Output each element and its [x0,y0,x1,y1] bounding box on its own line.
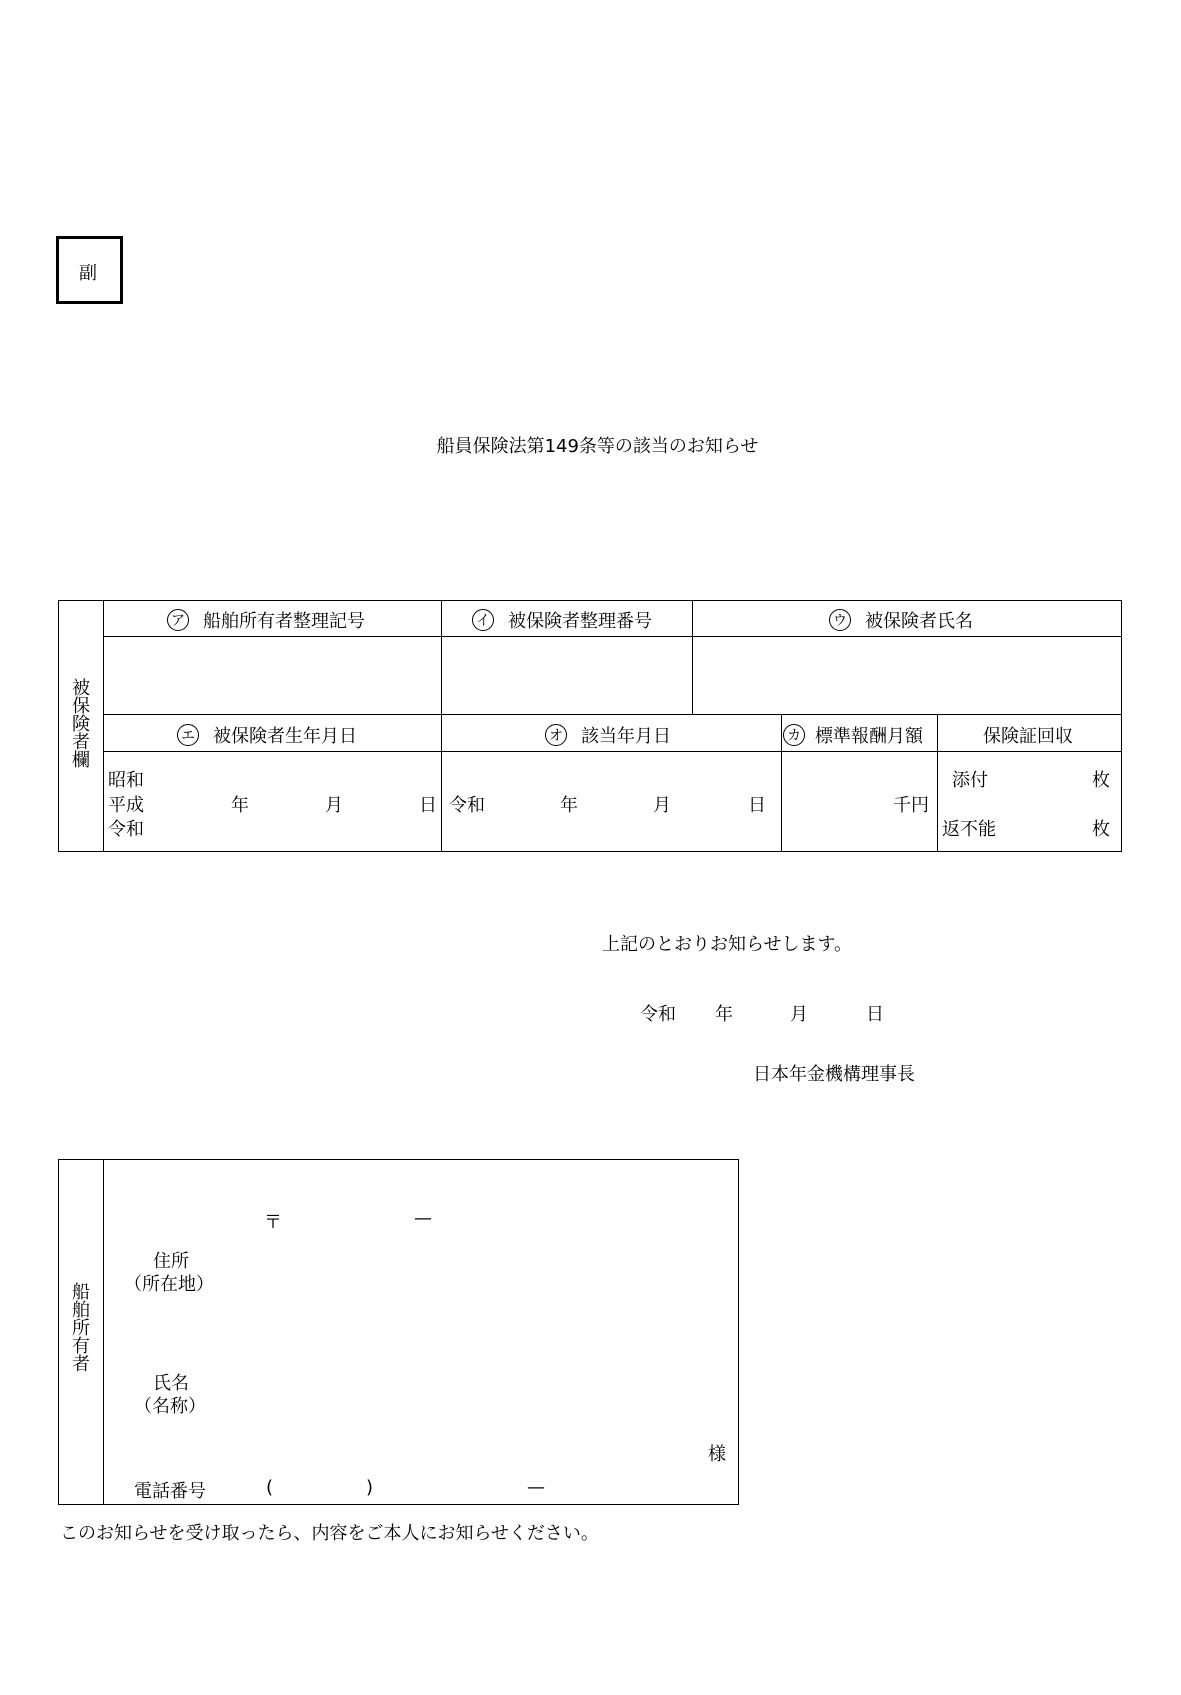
circled-i-icon: イ [472,609,494,631]
applicable-day-unit: 日 [748,795,766,816]
address-field[interactable] [220,1240,720,1300]
circled-e-icon: エ [177,724,199,746]
header-standard-salary: カ 標準報酬月額 [783,722,923,748]
header-insured-number: イ 被保険者整理番号 [472,607,652,633]
phone-field[interactable] [260,1472,700,1500]
honorific-sama: 様 [708,1444,726,1465]
birth-month-unit: 月 [325,795,343,816]
address-label: 住所 [153,1251,189,1272]
insured-section-label: 被保険者欄 [69,678,90,768]
owner-ref-field[interactable] [104,637,440,713]
circled-o-icon: オ [545,724,567,746]
applicable-era: 令和 [449,795,485,816]
card-attached-label: 添付 [952,770,988,791]
name-label: 氏名 [153,1373,189,1394]
header-owner-ref: ア 船舶所有者整理記号 [167,607,365,633]
issuer-name: 日本年金機構理事長 [753,1064,915,1085]
notice-text: 上記のとおりお知らせします。 [602,934,853,955]
card-unreturnable-unit: 枚 [1092,819,1110,840]
applicable-year-unit: 年 [560,795,578,816]
card-unreturnable-label: 返不能 [942,819,996,840]
header-birth-date: エ 被保険者生年月日 [177,722,357,748]
birth-era-reiwa: 令和 [108,819,144,840]
address-sub-label: （所在地） [124,1274,214,1295]
phone-dash: — [527,1477,545,1498]
owner-section-label: 船舶所有者 [69,1282,90,1372]
birth-era-showa: 昭和 [108,770,144,791]
circled-a-icon: ア [167,609,189,631]
birth-day-unit: 日 [419,795,437,816]
insured-name-field[interactable] [693,637,1121,713]
applicable-month-unit: 月 [653,795,671,816]
phone-open-paren: ( [266,1477,274,1498]
birth-era-heisei: 平成 [108,795,144,816]
circled-u-icon: ウ [829,609,851,631]
card-attached-unit: 枚 [1092,770,1110,791]
stamp-label: 副 [79,263,97,284]
circled-ka-icon: カ [783,724,805,746]
name-sub-label: （名称） [134,1396,206,1417]
footer-note: このお知らせを受け取ったら、内容をご本人にお知らせください。 [60,1523,599,1544]
birth-year-unit: 年 [231,795,249,816]
phone-label: 電話番号 [134,1481,206,1502]
postal-code-field[interactable] [285,1204,585,1230]
page-title: 船員保険法第149条等の該当のお知らせ [436,436,759,457]
postal-mark: 〒 [264,1212,282,1233]
postal-dash: — [414,1208,432,1229]
duplicate-stamp [56,236,123,304]
phone-close-paren: ) [366,1477,374,1498]
header-card-collection: 保険証回収 [983,726,1073,747]
salary-unit: 千円 [893,795,929,816]
owner-name-field[interactable] [220,1362,700,1432]
insured-number-field[interactable] [442,637,691,713]
header-applicable-date: オ 該当年月日 [545,722,671,748]
header-insured-name: ウ 被保険者氏名 [829,607,973,633]
